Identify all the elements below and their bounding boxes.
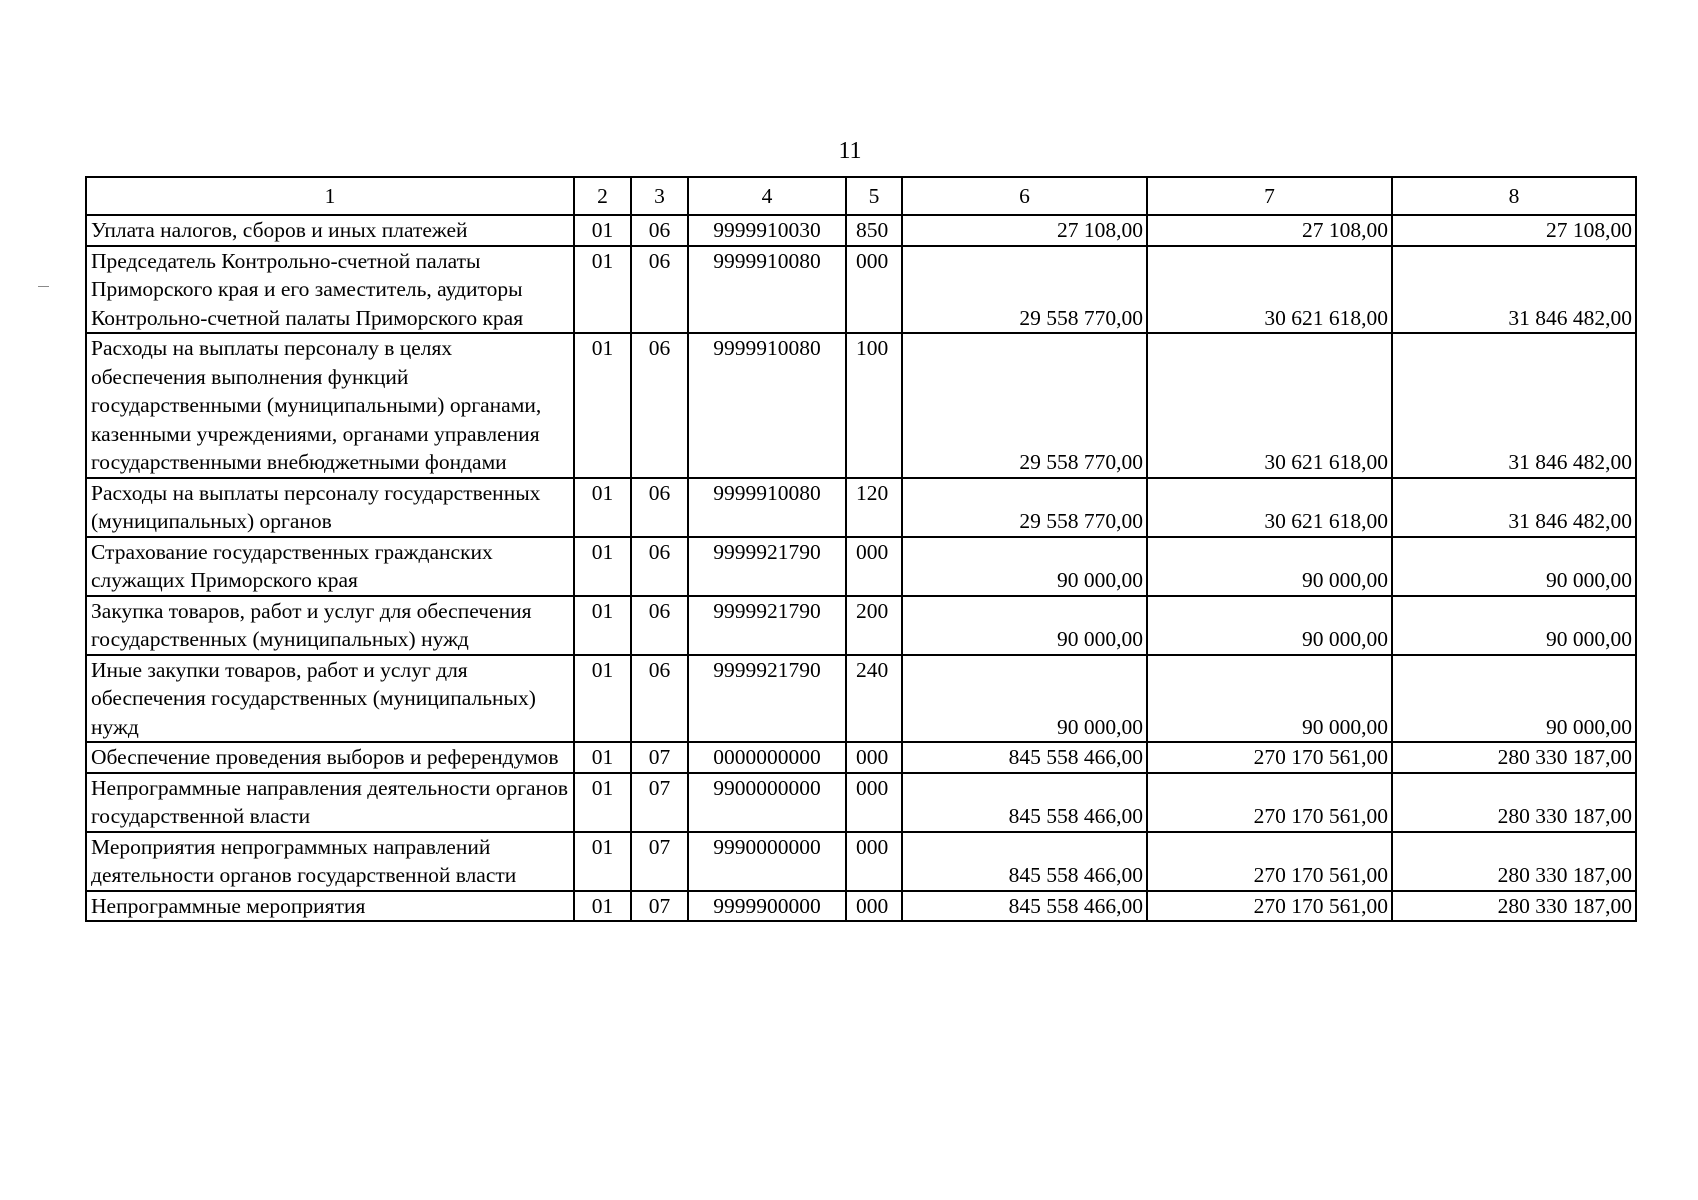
amount-col6-cell: 29 558 770,00 — [902, 333, 1147, 478]
target-article-cell: 9999921790 — [688, 655, 846, 743]
expense-type-cell: 000 — [846, 832, 902, 891]
table-row — [86, 773, 1636, 832]
column-header: 7 — [1147, 177, 1392, 215]
target-article-cell: 9999921790 — [688, 596, 846, 655]
amount-col8-cell: 90 000,00 — [1392, 655, 1636, 743]
budget-table — [85, 176, 1637, 922]
table-row — [86, 891, 1636, 922]
table-row — [86, 832, 1636, 891]
amount-col7-cell: 30 621 618,00 — [1147, 246, 1392, 334]
expense-type-cell: 000 — [846, 773, 902, 832]
target-article-cell: 9999910080 — [688, 246, 846, 334]
section-code-cell: 01 — [574, 215, 631, 246]
target-article-cell: 9999910080 — [688, 478, 846, 537]
amount-col7-cell: 270 170 561,00 — [1147, 742, 1392, 773]
table-row — [86, 655, 1636, 743]
amount-col6-cell: 845 558 466,00 — [902, 773, 1147, 832]
amount-col7-cell: 27 108,00 — [1147, 215, 1392, 246]
amount-col6-cell: 845 558 466,00 — [902, 742, 1147, 773]
row-name-cell: Уплата налогов, сборов и иных платежей — [86, 215, 574, 246]
section-code-cell: 01 — [574, 246, 631, 334]
section-code-cell: 01 — [574, 773, 631, 832]
column-header: 3 — [631, 177, 688, 215]
subsection-code-cell: 06 — [631, 478, 688, 537]
page-number: 11 — [838, 138, 862, 164]
subsection-code-cell: 07 — [631, 891, 688, 922]
amount-col7-cell: 270 170 561,00 — [1147, 832, 1392, 891]
row-name-cell: Иные закупки товаров, работ и услуг для обеспечения государственных (муниципальных) нужд — [86, 655, 574, 743]
amount-col8-cell: 90 000,00 — [1392, 537, 1636, 596]
header-row — [86, 177, 1636, 215]
amount-col6-cell: 90 000,00 — [902, 655, 1147, 743]
subsection-code-cell: 06 — [631, 215, 688, 246]
section-code-cell: 01 — [574, 655, 631, 743]
amount-col8-cell: 280 330 187,00 — [1392, 773, 1636, 832]
amount-col7-cell: 270 170 561,00 — [1147, 891, 1392, 922]
table-row — [86, 742, 1636, 773]
amount-col8-cell: 280 330 187,00 — [1392, 832, 1636, 891]
target-article-cell: 0000000000 — [688, 742, 846, 773]
row-name-cell: Страхование государственных гражданских служащих Приморского края — [86, 537, 574, 596]
amount-col6-cell: 29 558 770,00 — [902, 246, 1147, 334]
amount-col6-cell: 29 558 770,00 — [902, 478, 1147, 537]
subsection-code-cell: 06 — [631, 537, 688, 596]
row-name-cell: Расходы на выплаты персоналу государственных (муниципальных) органов — [86, 478, 574, 537]
row-name-cell: Непрограммные направления деятельности органов государственной власти — [86, 773, 574, 832]
margin-mark — [38, 286, 49, 287]
amount-col6-cell: 90 000,00 — [902, 596, 1147, 655]
expense-type-cell: 000 — [846, 742, 902, 773]
expense-type-cell: 240 — [846, 655, 902, 743]
table-row — [86, 478, 1636, 537]
amount-col7-cell: 30 621 618,00 — [1147, 478, 1392, 537]
section-code-cell: 01 — [574, 596, 631, 655]
expense-type-cell: 120 — [846, 478, 902, 537]
section-code-cell: 01 — [574, 333, 631, 478]
section-code-cell: 01 — [574, 891, 631, 922]
row-name-cell: Обеспечение проведения выборов и референдумов — [86, 742, 574, 773]
subsection-code-cell: 06 — [631, 596, 688, 655]
amount-col8-cell: 27 108,00 — [1392, 215, 1636, 246]
expense-type-cell: 200 — [846, 596, 902, 655]
subsection-code-cell: 07 — [631, 773, 688, 832]
expense-type-cell: 000 — [846, 537, 902, 596]
amount-col6-cell: 845 558 466,00 — [902, 891, 1147, 922]
target-article-cell: 9999900000 — [688, 891, 846, 922]
table-row — [86, 215, 1636, 246]
amount-col7-cell: 30 621 618,00 — [1147, 333, 1392, 478]
amount-col6-cell: 845 558 466,00 — [902, 832, 1147, 891]
row-name-cell: Закупка товаров, работ и услуг для обеспечения государственных (муниципальных) нужд — [86, 596, 574, 655]
section-code-cell: 01 — [574, 832, 631, 891]
target-article-cell: 9999910080 — [688, 333, 846, 478]
expense-type-cell: 000 — [846, 891, 902, 922]
amount-col8-cell: 90 000,00 — [1392, 596, 1636, 655]
target-article-cell: 9999910030 — [688, 215, 846, 246]
table-body — [86, 215, 1636, 921]
target-article-cell: 9999921790 — [688, 537, 846, 596]
amount-col8-cell: 31 846 482,00 — [1392, 478, 1636, 537]
amount-col7-cell: 270 170 561,00 — [1147, 773, 1392, 832]
column-header: 6 — [902, 177, 1147, 215]
expense-type-cell: 100 — [846, 333, 902, 478]
table-row — [86, 537, 1636, 596]
column-header: 4 — [688, 177, 846, 215]
subsection-code-cell: 06 — [631, 655, 688, 743]
amount-col7-cell: 90 000,00 — [1147, 655, 1392, 743]
subsection-code-cell: 07 — [631, 832, 688, 891]
subsection-code-cell: 06 — [631, 333, 688, 478]
amount-col8-cell: 280 330 187,00 — [1392, 891, 1636, 922]
amount-col6-cell: 27 108,00 — [902, 215, 1147, 246]
column-header: 1 — [86, 177, 574, 215]
target-article-cell: 9990000000 — [688, 832, 846, 891]
section-code-cell: 01 — [574, 742, 631, 773]
column-header: 8 — [1392, 177, 1636, 215]
subsection-code-cell: 07 — [631, 742, 688, 773]
section-code-cell: 01 — [574, 478, 631, 537]
table-row — [86, 246, 1636, 334]
expense-type-cell: 850 — [846, 215, 902, 246]
row-name-cell: Расходы на выплаты персоналу в целях обеспечения выполнения функций государственными (муниципальными) органами, казенными учреждениями, органами управления государственными внебюджетными фондами — [86, 333, 574, 478]
target-article-cell: 9900000000 — [688, 773, 846, 832]
expense-type-cell: 000 — [846, 246, 902, 334]
subsection-code-cell: 06 — [631, 246, 688, 334]
column-header: 2 — [574, 177, 631, 215]
row-name-cell: Мероприятия непрограммных направлений деятельности органов государственной власти — [86, 832, 574, 891]
amount-col8-cell: 31 846 482,00 — [1392, 246, 1636, 334]
amount-col8-cell: 31 846 482,00 — [1392, 333, 1636, 478]
amount-col7-cell: 90 000,00 — [1147, 596, 1392, 655]
column-header: 5 — [846, 177, 902, 215]
amount-col6-cell: 90 000,00 — [902, 537, 1147, 596]
amount-col8-cell: 280 330 187,00 — [1392, 742, 1636, 773]
amount-col7-cell: 90 000,00 — [1147, 537, 1392, 596]
section-code-cell: 01 — [574, 537, 631, 596]
row-name-cell: Председатель Контрольно-счетной палаты Приморского края и его заместитель, аудиторы Контрольно-счетной палаты Приморского края — [86, 246, 574, 334]
table-row — [86, 333, 1636, 478]
row-name-cell: Непрограммные мероприятия — [86, 891, 574, 922]
table-row — [86, 596, 1636, 655]
